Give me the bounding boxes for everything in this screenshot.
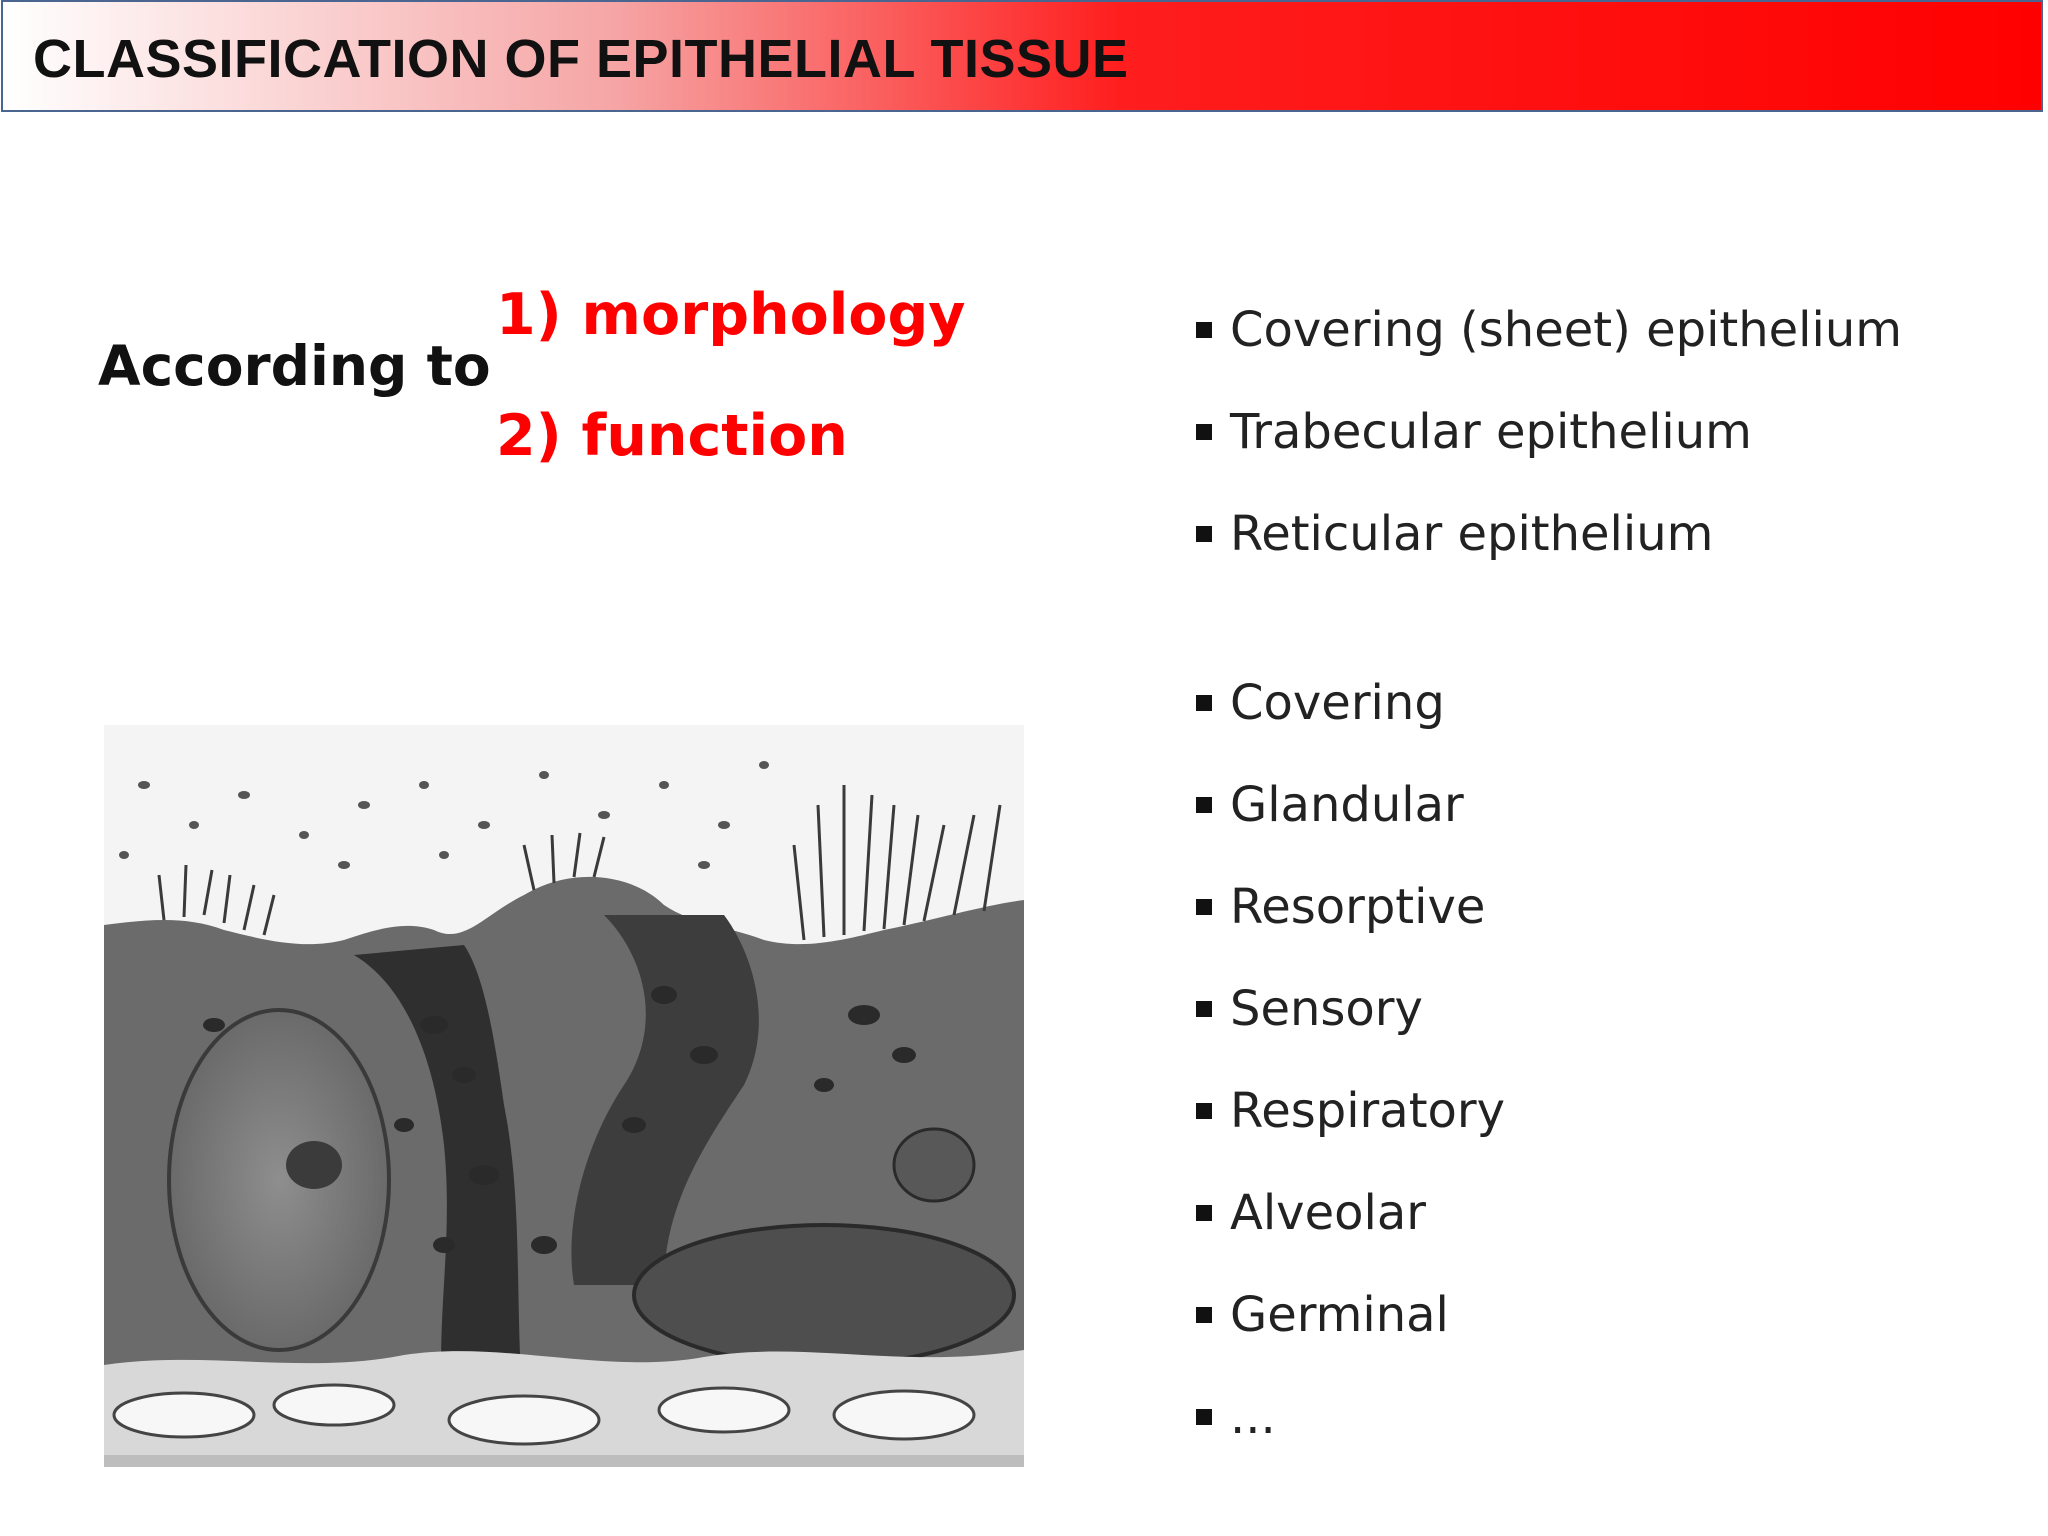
square-bullet-icon (1196, 899, 1212, 915)
title-bar (1, 0, 2043, 112)
electron-micrograph-image (104, 725, 1024, 1467)
square-bullet-icon (1196, 526, 1212, 542)
criterion-morphology: 1) morphology (496, 282, 966, 348)
square-bullet-icon (1196, 1103, 1212, 1119)
square-bullet-icon (1196, 797, 1212, 813)
square-bullet-icon (1196, 1307, 1212, 1323)
square-bullet-icon (1196, 695, 1212, 711)
square-bullet-icon (1196, 1409, 1212, 1425)
slide-title: CLASSIFICATION OF EPITHELIAL TISSUE (33, 29, 1129, 89)
square-bullet-icon (1196, 424, 1212, 440)
square-bullet-icon (1196, 322, 1212, 338)
square-bullet-icon (1196, 1205, 1212, 1221)
square-bullet-icon (1196, 1001, 1212, 1017)
criterion-function: 2) function (496, 403, 848, 469)
according-to-label: According to (98, 334, 491, 398)
